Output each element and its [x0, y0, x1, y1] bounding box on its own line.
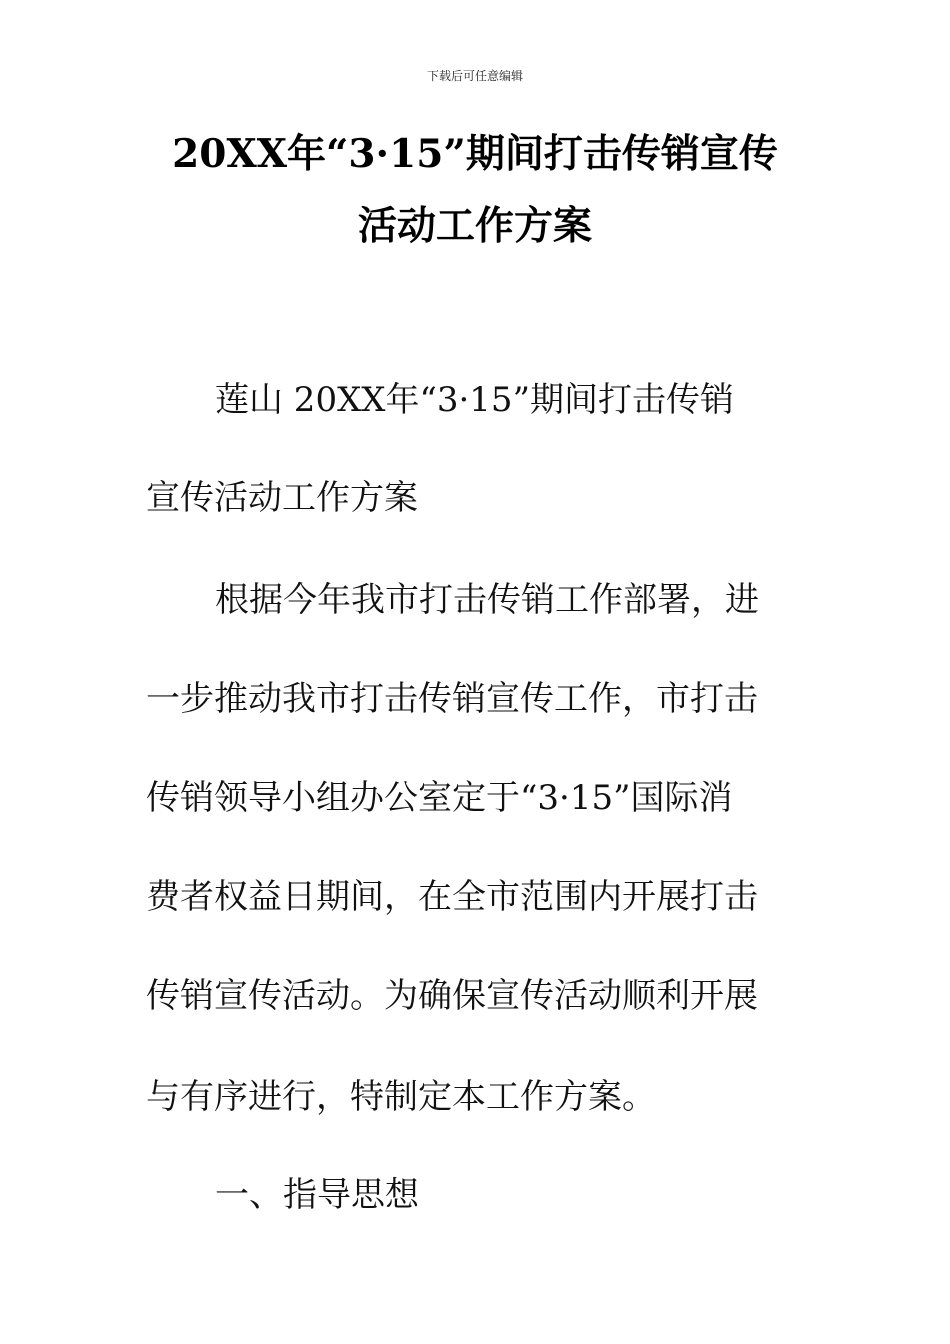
body-line-2: 宣传活动工作方案: [146, 478, 418, 518]
document-title-line-2: 活动工作方案: [357, 203, 592, 249]
body-line-5: 传销领导小组办公室定于“3·15”国际消: [146, 778, 733, 818]
header-note: 下载后可任意编辑: [426, 69, 523, 83]
body-line-1: 莲山 20XX年“3·15”期间打击传销: [215, 380, 734, 420]
section-heading-guiding-ideology: 一、指导思想: [215, 1175, 419, 1215]
body-line-7: 传销宣传活动。为确保宣传活动顺利开展: [146, 976, 758, 1016]
document-title-line-1: 20XX年“3·15”期间打击传销宣传: [172, 131, 778, 177]
body-line-3: 根据今年我市打击传销工作部署，进: [215, 580, 759, 620]
body-line-6: 费者权益日期间，在全市范围内开展打击: [146, 877, 758, 917]
body-line-4: 一步推动我市打击传销宣传工作，市打击: [146, 679, 758, 719]
body-line-8: 与有序进行，特制定本工作方案。: [146, 1077, 656, 1117]
